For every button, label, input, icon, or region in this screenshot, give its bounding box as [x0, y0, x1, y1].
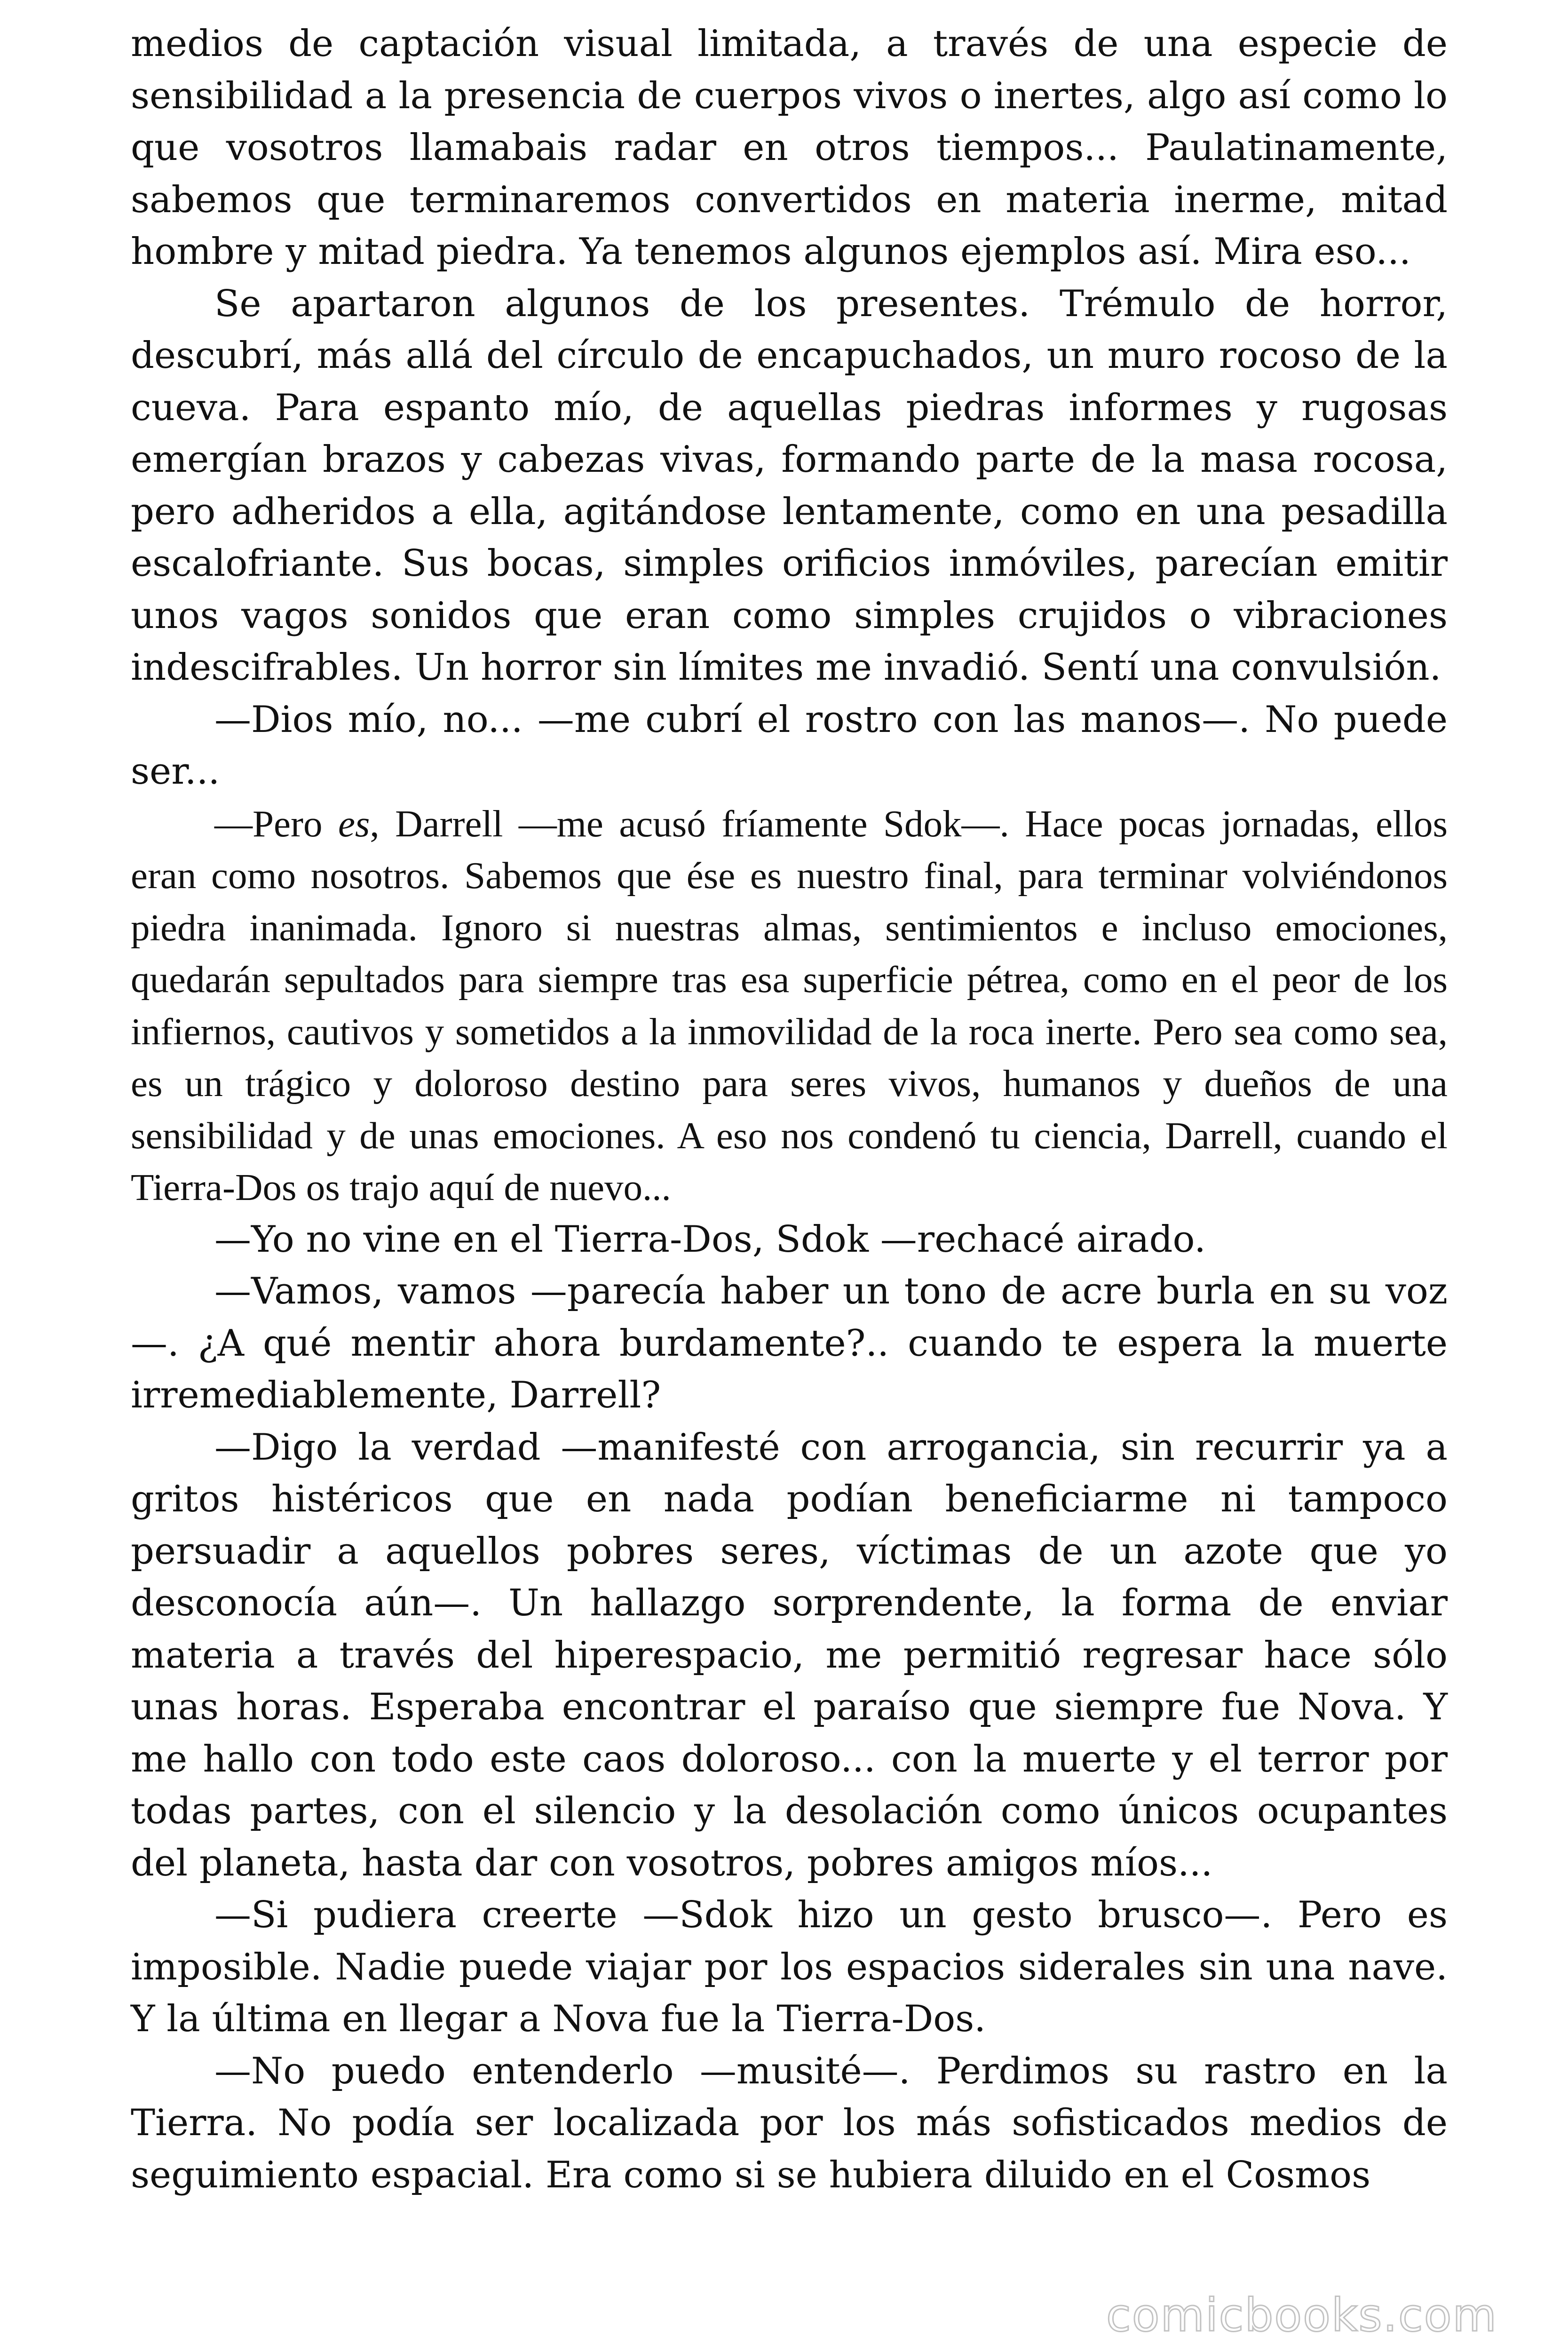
dialogue-text-after: , Darrell —me acusó fríamente Sdok—. Hace pocas jornadas, ellos eran como nosotros. Sabemos que ése es nuestro final, para terminar volviéndonos piedra inanimada. Ignoro si nuestras almas, sentimientos e incluso emociones, quedarán sepultados para siempre tras esa superficie pétrea, como en el peor de los infiernos, cautivos y sometidos a la inmovilidad de la roca inerte. Pero sea como sea, es un trágico y doloroso destino para seres vivos, humanos y dueños de una sensibilidad y de unas emociones. A eso nos condenó tu ciencia, Darrell, cuando el Tierra-Dos os trajo aquí de nuevo...: [131, 802, 1448, 1208]
dialogue-paragraph: —Yo no vine en el Tierra-Dos, Sdok —rechacé airado.: [214, 1218, 1206, 1261]
dialogue-paragraph: —Dios mío, no... —me cubrí el rostro con las manos—. No puede ser...: [131, 698, 1448, 793]
watermark: comicbooks.com: [1106, 2289, 1497, 2342]
paragraph: Se apartaron algunos de los presentes. Trémulo de horror, descubrí, más allá del círculo de encapuchados, un muro rocoso de la cueva. Para espanto mío, de aquellas piedras informes y rugosas emergían brazos y cabezas vivas, formando parte de la masa rocosa, pero adheridos a ella, agitándose lentamente, como en una pesadilla escalofriante. Sus bocas, simples orificios inmóviles, parecían emitir unos vagos sonidos que eran como simples crujidos o vibraciones indescifrables. Un horror sin límites me invadió. Sentí una convulsión.: [131, 282, 1448, 689]
dialogue-paragraph: —Vamos, vamos —parecía haber un tono de acre burla en su voz—. ¿A qué mentir ahora burdamente?.. cuando te espera la muerte irremediablemente, Darrell?: [131, 1270, 1448, 1416]
dialogue-text-before: —Pero: [214, 802, 338, 845]
dialogue-paragraph: —Si pudiera creerte —Sdok hizo un gesto brusco—. Pero es imposible. Nadie puede viajar por los espacios siderales sin una nave. Y la última en llegar a Nova fue la Tierra-Dos.: [131, 1894, 1448, 2040]
dialogue-paragraph: —Digo la verdad —manifesté con arrogancia, sin recurrir ya a gritos histéricos que en nada podían beneficiarme ni tampoco persuadir a aquellos pobres seres, víctimas de un azote que yo desconocía aún—. Un hallazgo sorprendente, la forma de enviar materia a través del hiperespacio, me permitió regresar hace sólo unas horas. Esperaba encontrar el paraíso que siempre fue Nova. Y me hallo con todo este caos doloroso... con la muerte y el terror por todas partes, con el silencio y la desolación como únicos ocupantes del planeta, hasta dar con vosotros, pobres amigos míos...: [131, 1426, 1448, 1884]
paragraph: medios de captación visual limitada, a través de una especie de sensibilidad a la presencia de cuerpos vivos o inertes, algo así como lo que vosotros llamabais radar en otros tiempos... Paulatinamente, sabemos que terminaremos convertidos en materia inerme, mitad hombre y mitad piedra. Ya tenemos algunos ejemplos así. Mira eso...: [131, 23, 1448, 273]
page-text-block: [131, 18, 1448, 2201]
paragraph-block: [131, 1214, 1448, 2201]
dialogue-paragraph: —No puedo entenderlo —musité—. Perdimos su rastro en la Tierra. No podía ser localizada por los más sofisticados medios de seguimiento espacial. Era como si se hubiera diluido en el Cosmos: [131, 2050, 1448, 2196]
paragraph-block-alt-font: [131, 798, 1448, 1214]
dialogue-paragraph: [131, 798, 1448, 1214]
emphasized-word: es: [338, 802, 370, 845]
paragraph-block: [131, 18, 1448, 798]
